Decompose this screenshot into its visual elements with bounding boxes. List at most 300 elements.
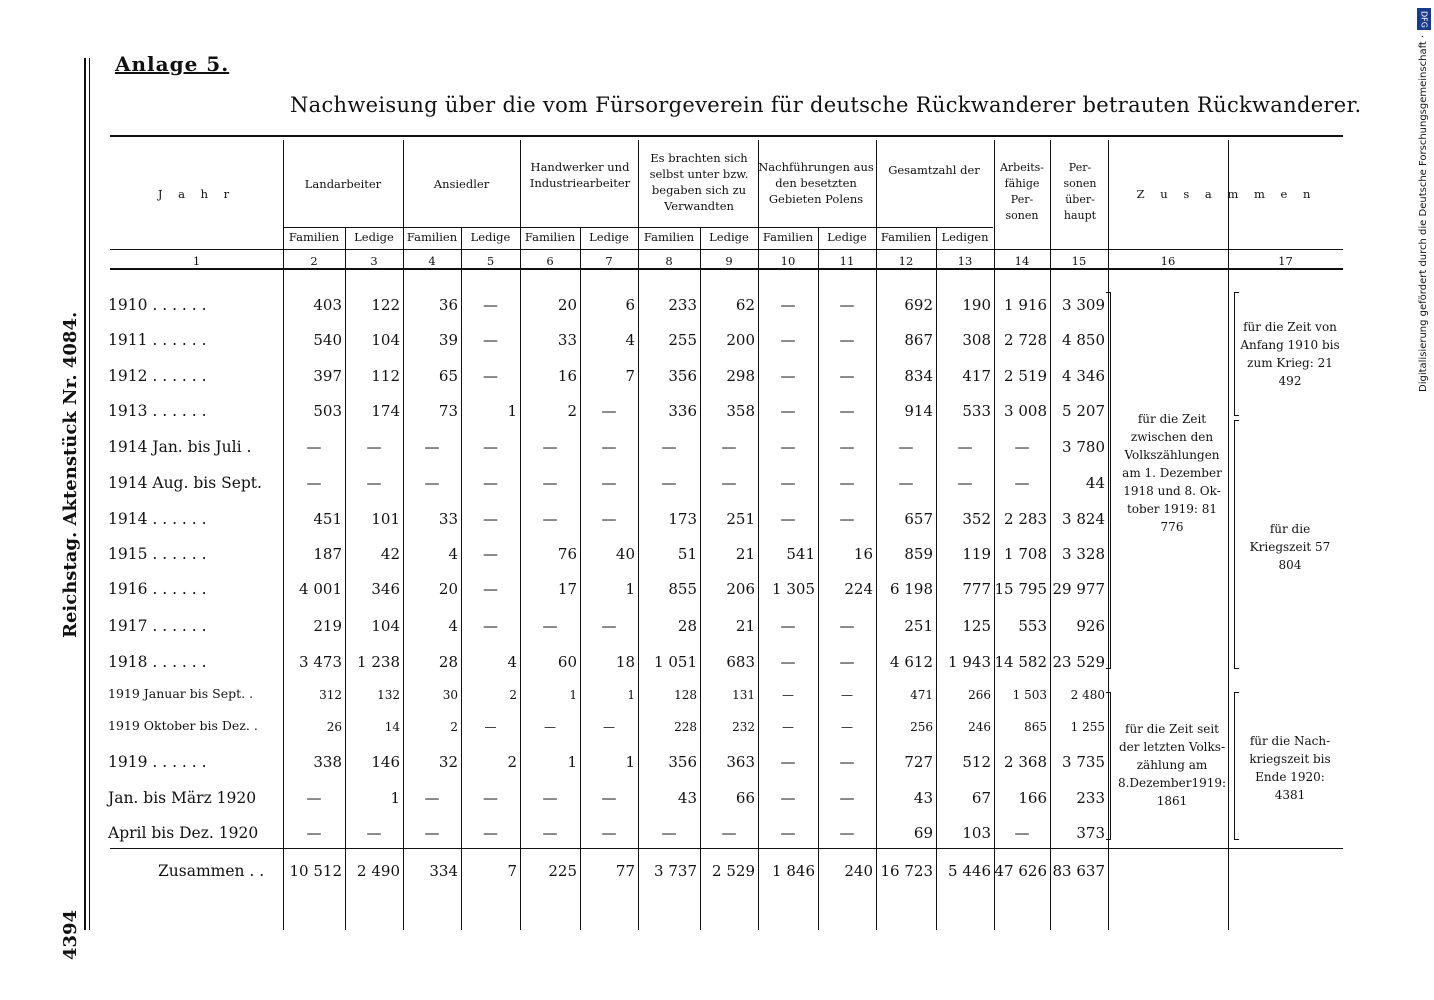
table-top-rule <box>110 135 1343 137</box>
brace-16b <box>1106 692 1111 840</box>
table-cell: 338 <box>313 753 342 771</box>
table-cell: 352 <box>962 510 991 528</box>
table-cell: 7 <box>625 367 635 385</box>
table-cell: 657 <box>904 510 933 528</box>
table-cell: — <box>542 510 558 528</box>
table-cell: 1 708 <box>1004 545 1047 563</box>
table-cell: 166 <box>1018 789 1047 807</box>
table-cell: 2 728 <box>1004 331 1047 349</box>
table-cell: 255 <box>668 331 697 349</box>
table-cell: 43 <box>677 789 697 807</box>
dfg-logo: DFG <box>1417 8 1431 30</box>
table-cell: 200 <box>726 331 755 349</box>
table-cell: 43 <box>913 789 933 807</box>
table-cell: 533 <box>962 402 991 420</box>
table-cell: — <box>780 296 796 314</box>
table-cell: 3 473 <box>299 653 342 671</box>
table-cell: — <box>366 438 382 456</box>
total-cell: 334 <box>429 862 458 880</box>
table-cell: — <box>424 474 440 492</box>
table-cell: 336 <box>668 402 697 420</box>
table-cell: 1 255 <box>1070 720 1105 734</box>
table-cell: 33 <box>557 331 577 349</box>
table-cell: — <box>601 474 617 492</box>
row-year: 1917 . . . . . . <box>108 617 207 635</box>
row-year: 1919 Januar bis Sept. . <box>108 686 254 701</box>
table-cell: — <box>780 824 796 842</box>
subheader-ledige: Ledige <box>709 230 749 244</box>
table-cell: — <box>841 688 853 702</box>
total-cell: 5 446 <box>948 862 991 880</box>
table-cell: 6 198 <box>890 580 933 598</box>
total-cell: 77 <box>615 862 635 880</box>
total-label: Zusammen . . <box>158 862 265 880</box>
table-cell: — <box>839 653 855 671</box>
table-cell: — <box>424 789 440 807</box>
margin-line <box>89 58 90 930</box>
table-cell: 2 <box>509 688 517 702</box>
table-cell: 18 <box>615 653 635 671</box>
table-cell: — <box>542 824 558 842</box>
table-cell: 2 283 <box>1004 510 1047 528</box>
table-cell: 66 <box>735 789 755 807</box>
table-cell: 119 <box>962 545 991 563</box>
row-year: 1914 . . . . . . <box>108 510 207 528</box>
table-cell: — <box>780 617 796 635</box>
table-cell: — <box>839 510 855 528</box>
margin-line <box>84 58 86 930</box>
table-cell: 3 824 <box>1062 510 1105 528</box>
table-cell: 251 <box>726 510 755 528</box>
table-cell: — <box>483 367 498 385</box>
total-cell: 3 737 <box>654 862 697 880</box>
table-cell: 4 346 <box>1062 367 1105 385</box>
table-cell: 122 <box>371 296 400 314</box>
table-cell: 1 <box>390 789 400 807</box>
table-cell: — <box>780 753 796 771</box>
header-gesamtzahl: Gesamtzahl der <box>888 163 980 177</box>
total-rule <box>110 848 1343 849</box>
table-cell: 23 529 <box>1052 653 1105 671</box>
table-cell: 246 <box>968 720 991 734</box>
table-cell: — <box>839 402 855 420</box>
total-cell: 10 512 <box>289 862 342 880</box>
table-cell: — <box>780 367 796 385</box>
table-cell: 1 916 <box>1004 296 1047 314</box>
table-cell: 187 <box>313 545 342 563</box>
table-cell: 692 <box>904 296 933 314</box>
table-cell: — <box>1014 824 1030 842</box>
table-cell: 2 519 <box>1004 367 1047 385</box>
column-number: 16 <box>1160 254 1176 268</box>
column-number: 8 <box>665 254 673 268</box>
table-cell: 727 <box>904 753 933 771</box>
header-arbeitsfaehige: Arbeits- fähige Per- sonen <box>999 161 1045 222</box>
table-cell: — <box>780 402 796 420</box>
table-cell: — <box>483 438 498 456</box>
table-cell: — <box>898 438 914 456</box>
subheader-familien: Familien <box>524 230 576 244</box>
table-cell: 308 <box>962 331 991 349</box>
table-cell: 62 <box>735 296 755 314</box>
table-cell: — <box>780 474 796 492</box>
table-cell: — <box>839 367 855 385</box>
row-year: April bis Dez. 1920 <box>108 824 259 842</box>
header-handwerker: Handwerker und Industriearbeiter <box>529 160 631 190</box>
table-cell: 6 <box>625 296 635 314</box>
table-cell: 251 <box>904 617 933 635</box>
table-cell: 867 <box>904 331 933 349</box>
table-cell: 206 <box>726 580 755 598</box>
table-cell: — <box>483 474 498 492</box>
table-cell: — <box>839 753 855 771</box>
row-year: 1914 Jan. bis Juli . <box>108 438 252 456</box>
table-cell: 232 <box>732 720 755 734</box>
table-cell: 69 <box>913 824 933 842</box>
table-cell: 60 <box>557 653 577 671</box>
subheader-ledige: Ledige <box>589 230 629 244</box>
table-cell: 16 <box>557 367 577 385</box>
table-cell: — <box>721 824 737 842</box>
column-number: 1 <box>192 254 201 268</box>
table-cell: 1 <box>567 753 577 771</box>
page-title: Nachweisung über die vom Fürsorgeverein für deutsche Rückwanderer betrauten Rückwanderer. <box>290 93 1362 117</box>
column-number: 2 <box>310 254 318 268</box>
table-cell: 33 <box>438 510 458 528</box>
table-cell: — <box>306 474 322 492</box>
table-cell: 471 <box>910 688 933 702</box>
table-cell: 356 <box>668 367 697 385</box>
table-cell: 42 <box>380 545 400 563</box>
total-cell: 16 723 <box>880 862 933 880</box>
row-year: 1910 . . . . . . <box>108 296 207 314</box>
table-cell: — <box>483 789 498 807</box>
table-cell: — <box>601 510 617 528</box>
table-cell: 363 <box>726 753 755 771</box>
table-cell: — <box>366 474 382 492</box>
table-cell: 4 <box>507 653 517 671</box>
table-cell: 21 <box>735 617 755 635</box>
page-number: 4394 <box>60 909 81 960</box>
table-cell: 540 <box>313 331 342 349</box>
table-cell: 4 <box>625 331 635 349</box>
table-cell: 1 051 <box>654 653 697 671</box>
column-number: 14 <box>1014 254 1030 268</box>
table-cell: 373 <box>1076 824 1105 842</box>
table-cell: 104 <box>371 331 400 349</box>
table-cell: — <box>603 720 615 734</box>
column-number: 12 <box>898 254 914 268</box>
column-number: 5 <box>486 254 495 268</box>
total-cell: 2 490 <box>357 862 400 880</box>
header-zusammen: Z u s a m m e n <box>1136 187 1317 201</box>
subheader-familien: Familien <box>762 230 814 244</box>
column-number: 15 <box>1071 254 1087 268</box>
table-cell: 44 <box>1085 474 1105 492</box>
table-cell: — <box>601 789 617 807</box>
row-year: 1918 . . . . . . <box>108 653 207 671</box>
table-cell: 3 735 <box>1062 753 1105 771</box>
table-cell: 65 <box>438 367 458 385</box>
table-cell: — <box>780 789 796 807</box>
table-cell: 3 309 <box>1062 296 1105 314</box>
table-cell: 3 008 <box>1004 402 1047 420</box>
table-cell: 101 <box>371 510 400 528</box>
column-number: 17 <box>1278 254 1293 268</box>
table-cell: 146 <box>371 753 400 771</box>
table-cell: 173 <box>668 510 697 528</box>
table-cell: — <box>1014 474 1030 492</box>
table-cell: 17 <box>557 580 577 598</box>
total-cell: 7 <box>507 862 517 880</box>
table-cell: 4 612 <box>890 653 933 671</box>
table-cell: 73 <box>438 402 458 420</box>
table-cell: 132 <box>377 688 400 702</box>
table-cell: 4 <box>448 617 458 635</box>
column-number: 7 <box>605 254 613 268</box>
table-cell: — <box>1014 438 1030 456</box>
table-cell: — <box>661 474 677 492</box>
table-cell: 356 <box>668 753 697 771</box>
table-cell: — <box>601 617 617 635</box>
table-cell: — <box>366 824 382 842</box>
table-cell: 1 943 <box>948 653 991 671</box>
table-cell: 1 503 <box>1012 688 1047 702</box>
table-cell: 233 <box>668 296 697 314</box>
column-number: 13 <box>957 254 973 268</box>
table-cell: — <box>601 824 617 842</box>
table-cell: — <box>782 720 794 734</box>
subheader-ledige: Ledige <box>470 230 511 244</box>
table-cell: 683 <box>726 653 755 671</box>
table-cell: — <box>782 688 794 702</box>
column-number: 3 <box>370 254 378 268</box>
table-cell: — <box>483 617 498 635</box>
table-cell: 104 <box>371 617 400 635</box>
table-cell: 40 <box>615 545 635 563</box>
table-cell: 403 <box>313 296 342 314</box>
column-number: 10 <box>780 254 796 268</box>
table-cell: 20 <box>557 296 577 314</box>
table-cell: 914 <box>904 402 933 420</box>
table-cell: 553 <box>1018 617 1047 635</box>
note-17c: für die Nach- kriegszeit bis Ende 1920: 4381 <box>1249 734 1331 802</box>
table-cell: 417 <box>962 367 991 385</box>
table-cell: — <box>839 331 855 349</box>
subheader-familien: Familien <box>880 230 932 244</box>
table-cell: 358 <box>726 402 755 420</box>
table-cell: 26 <box>326 720 342 734</box>
table-cell: 3 780 <box>1062 438 1105 456</box>
table-cell: 256 <box>910 720 933 734</box>
table-cell: — <box>542 438 558 456</box>
table-cell: 39 <box>438 331 458 349</box>
table-cell: 4 850 <box>1062 331 1105 349</box>
header-nachfuehrungen: Nachführungen aus den besetzten Gebieten Polens <box>758 160 874 206</box>
table-cell: 2 <box>507 753 517 771</box>
table-cell: — <box>957 438 973 456</box>
subheader-ledigen: Ledigen <box>941 230 989 244</box>
table-cell: 1 <box>625 580 635 598</box>
table-cell: 777 <box>962 580 991 598</box>
table-cell: 312 <box>319 688 342 702</box>
table-cell: 2 480 <box>1070 688 1105 702</box>
table-cell: 3 328 <box>1062 545 1105 563</box>
table-cell: — <box>424 824 440 842</box>
subheader-ledige: Ledige <box>354 230 394 244</box>
table-cell: 51 <box>677 545 697 563</box>
table-cell: 233 <box>1076 789 1105 807</box>
row-year: 1912 . . . . . . <box>108 367 207 385</box>
table-cell: 28 <box>677 617 697 635</box>
table-cell: — <box>544 720 556 734</box>
total-cell: 47 626 <box>994 862 1047 880</box>
table-cell: 865 <box>1024 720 1047 734</box>
table-cell: 512 <box>962 753 991 771</box>
table-cell: 32 <box>438 753 458 771</box>
column-number: 4 <box>428 254 436 268</box>
note-16a: für die Zeit zwischen den Volkszählungen am 1. Dezember 1918 und 8. Ok- tober 1919: 81 776 <box>1122 412 1222 534</box>
total-cell: 2 529 <box>712 862 755 880</box>
table-cell: 224 <box>844 580 873 598</box>
table-cell: — <box>542 617 558 635</box>
table-cell: 1 <box>569 688 577 702</box>
table-cell: 219 <box>313 617 342 635</box>
column-number: 6 <box>546 254 554 268</box>
table-cell: 1 238 <box>357 653 400 671</box>
header-personen: Per- sonen über- haupt <box>1063 161 1097 222</box>
table-cell: 1 <box>627 688 635 702</box>
table-cell: 36 <box>438 296 458 314</box>
table-cell: — <box>839 617 855 635</box>
row-year: 1919 . . . . . . <box>108 753 207 771</box>
table-cell: — <box>484 720 497 734</box>
row-year: 1913 . . . . . . <box>108 402 207 420</box>
table-cell: — <box>841 720 853 734</box>
total-cell: 83 637 <box>1052 862 1105 880</box>
table-cell: — <box>839 789 855 807</box>
row-year: 1919 Oktober bis Dez. . <box>108 718 258 733</box>
table-cell: — <box>424 438 440 456</box>
table-cell: — <box>839 438 855 456</box>
table-cell: 20 <box>438 580 458 598</box>
side-label: Reichstag. Aktenstück Nr. 4084. <box>60 311 81 638</box>
table-cell: 2 368 <box>1004 753 1047 771</box>
table-cell: 1 <box>507 402 517 420</box>
total-cell: 225 <box>548 862 577 880</box>
table-cell: 2 <box>567 402 577 420</box>
table-cell: 1 <box>625 753 635 771</box>
table-cell: — <box>839 474 855 492</box>
table-cell: — <box>542 789 558 807</box>
subheader-ledige: Ledige <box>827 230 867 244</box>
table-cell: 14 <box>384 720 400 734</box>
table-cell: 926 <box>1076 617 1105 635</box>
table-cell: 174 <box>371 402 400 420</box>
table-cell: 131 <box>732 688 755 702</box>
table-cell: 21 <box>735 545 755 563</box>
table-cell: 103 <box>962 824 991 842</box>
table-cell: 28 <box>438 653 458 671</box>
table-cell: — <box>483 580 498 598</box>
dfg-credit: Digitalisierung gefördert durch die Deutsche Forschungsgemeinschaft · <box>1418 34 1429 392</box>
table-cell: 4 001 <box>299 580 342 598</box>
header-verwandten: Es brachten sich selbst unter bzw. begaben sich zu Verwandten <box>649 151 749 213</box>
table-cell: — <box>306 824 322 842</box>
total-cell: 240 <box>844 862 873 880</box>
table-cell: 76 <box>557 545 577 563</box>
table-cell: — <box>898 474 914 492</box>
table-cell: 67 <box>971 789 991 807</box>
note-17b: für die Kriegszeit 57 804 <box>1249 522 1331 572</box>
table-cell: 834 <box>904 367 933 385</box>
table-cell: — <box>542 474 558 492</box>
row-year: 1916 . . . . . . <box>108 580 207 598</box>
table-cell: 397 <box>313 367 342 385</box>
table-cell: — <box>601 402 617 420</box>
table-cell: — <box>483 824 498 842</box>
header-rule <box>110 249 1343 250</box>
table-cell: 30 <box>442 688 458 702</box>
table-cell: — <box>483 331 498 349</box>
row-year: 1911 . . . . . . <box>108 331 207 349</box>
total-cell: 1 846 <box>772 862 815 880</box>
table-cell: — <box>839 296 855 314</box>
brace-17c <box>1234 692 1239 840</box>
table-cell: 14 582 <box>994 653 1047 671</box>
table-cell: 859 <box>904 545 933 563</box>
row-year: 1915 . . . . . . <box>108 545 207 563</box>
row-year: Jan. bis März 1920 <box>108 789 257 807</box>
header-jahr: J a h r <box>157 187 236 201</box>
brace-17a <box>1234 292 1239 416</box>
table-cell: — <box>780 331 796 349</box>
note-17a: für die Zeit von Anfang 1910 bis zum Krieg: 21 492 <box>1240 320 1340 388</box>
table-cell: — <box>306 789 322 807</box>
colnum-rule <box>110 268 1343 270</box>
table-cell: 4 <box>448 545 458 563</box>
table-cell: — <box>721 438 737 456</box>
table-cell: 15 795 <box>994 580 1047 598</box>
header-landarbeiter: Landarbeiter <box>304 177 382 191</box>
table-cell: — <box>601 438 617 456</box>
table-cell: 16 <box>853 545 873 563</box>
table-cell: — <box>661 438 677 456</box>
table-cell: — <box>780 438 796 456</box>
table-cell: — <box>483 296 498 314</box>
table-cell: — <box>839 824 855 842</box>
table-cell: 541 <box>786 545 815 563</box>
table-cell: — <box>661 824 677 842</box>
table-cell: 2 <box>450 720 458 734</box>
table-cell: — <box>483 510 498 528</box>
header-ansiedler: Ansiedler <box>433 177 490 191</box>
table-cell: — <box>780 510 796 528</box>
row-year: 1914 Aug. bis Sept. <box>108 474 262 492</box>
note-16b: für die Zeit seit der letzten Volks- zählung am 8.Dezember1919: 1861 <box>1117 722 1227 808</box>
table-cell: 128 <box>674 688 697 702</box>
table-cell: 266 <box>968 688 991 702</box>
table-cell: 346 <box>371 580 400 598</box>
table-cell: — <box>721 474 737 492</box>
anlage-label: Anlage 5. <box>115 52 230 76</box>
table-cell: 451 <box>313 510 342 528</box>
table-cell: 125 <box>962 617 991 635</box>
table-cell: — <box>780 653 796 671</box>
column-number: 11 <box>839 254 855 268</box>
column-number: 9 <box>725 254 733 268</box>
table-cell: 228 <box>674 720 697 734</box>
